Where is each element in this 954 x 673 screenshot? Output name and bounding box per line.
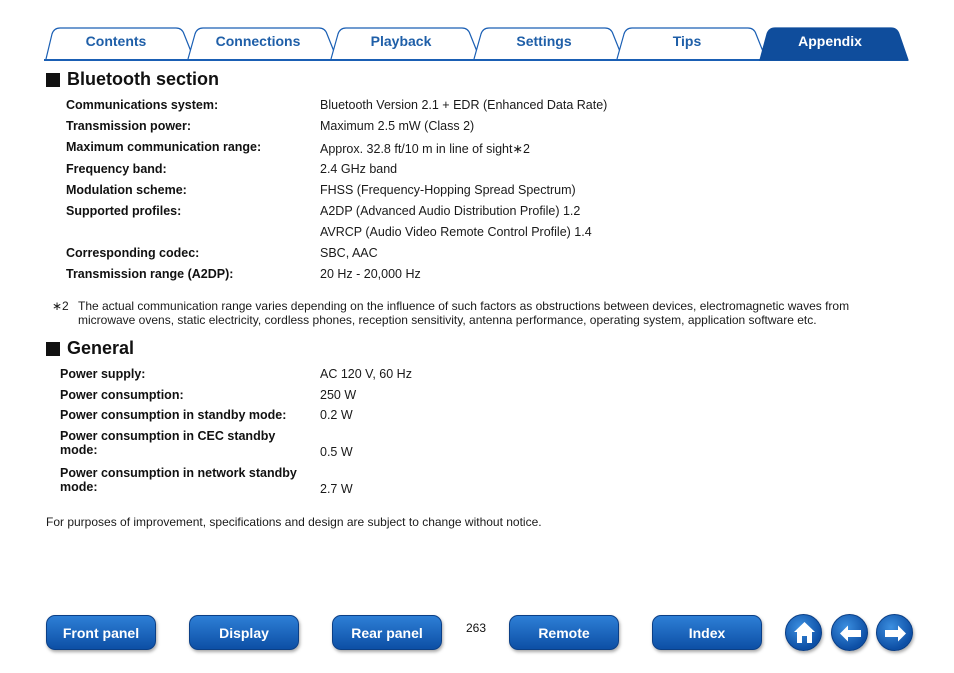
spec-value: A2DP (Advanced Audio Distribution Profile) 1.2 xyxy=(320,204,581,218)
spec-value: Bluetooth Version 2.1 + EDR (Enhanced Data Rate) xyxy=(320,98,608,112)
home-button[interactable] xyxy=(785,614,822,651)
general-section-heading xyxy=(46,338,134,359)
spec-label: Power consumption: xyxy=(60,388,184,402)
spec-label: Power consumption in network standby xyxy=(60,466,297,480)
spec-label-continued: mode: xyxy=(60,443,98,457)
heading-square-icon xyxy=(46,342,60,356)
home-icon xyxy=(786,615,823,652)
tab-settings[interactable]: Settings xyxy=(516,33,572,49)
spec-label: Power consumption in standby mode: xyxy=(60,408,287,422)
spec-value: 2.4 GHz band xyxy=(320,162,398,176)
back-arrow-icon xyxy=(832,615,869,652)
spec-label: Corresponding codec: xyxy=(66,246,200,260)
button-label: Index xyxy=(688,624,726,641)
button-label: Front panel xyxy=(62,624,140,641)
footnote-text-continued: microwave ovens, static electricity, cordless phones, reception sensitivity, antenna performance, operating system, application software etc. xyxy=(78,313,817,327)
spec-value: 2.7 W xyxy=(320,482,353,496)
forward-button[interactable] xyxy=(876,614,913,651)
spec-value: Approx. 32.8 ft/10 m in line of sight∗2 xyxy=(320,142,530,156)
footnote-text: The actual communication range varies depending on the influence of such factors as obstructions between devices, electromagnetic waves from xyxy=(78,299,850,313)
spec-value: 20 Hz - 20,000 Hz xyxy=(320,267,421,281)
rear-panel-button[interactable] xyxy=(332,615,442,650)
index-button[interactable] xyxy=(652,615,762,650)
display-button[interactable] xyxy=(189,615,299,650)
spec-value: 0.5 W xyxy=(320,445,353,459)
spec-value: 250 W xyxy=(320,388,357,402)
spec-label: Frequency band: xyxy=(66,162,167,176)
tab-bar xyxy=(0,0,954,64)
tab-shapes xyxy=(0,0,954,64)
button-label: Rear panel xyxy=(351,624,423,641)
tab-playback[interactable]: Playback xyxy=(370,33,432,49)
tab-contents[interactable]: Contents xyxy=(85,33,147,49)
forward-arrow-icon xyxy=(877,615,914,652)
button-label: Display xyxy=(219,624,269,641)
spec-value: FHSS (Frequency-Hopping Spread Spectrum) xyxy=(320,183,576,197)
spec-value: Maximum 2.5 mW (Class 2) xyxy=(320,119,475,133)
heading-square-icon xyxy=(46,73,60,87)
remote-button[interactable] xyxy=(509,615,619,650)
spec-label: Transmission power: xyxy=(66,119,192,133)
page-number: 263 xyxy=(466,621,487,635)
spec-label: Modulation scheme: xyxy=(66,183,187,197)
spec-label: Supported profiles: xyxy=(66,204,182,218)
spec-label: Transmission range (A2DP): xyxy=(66,267,234,281)
tab-tips[interactable]: Tips xyxy=(672,33,702,49)
spec-label-continued: mode: xyxy=(60,480,98,494)
spec-label: Maximum communication range: xyxy=(66,140,262,154)
tab-connections[interactable]: Connections xyxy=(215,33,301,49)
footnote-mark: ∗2 xyxy=(52,299,69,313)
back-button[interactable] xyxy=(831,614,868,651)
spec-label: Power consumption in CEC standby xyxy=(60,429,276,443)
button-label: Remote xyxy=(538,624,590,641)
spec-label: Power supply: xyxy=(60,367,146,381)
spec-value: SBC, AAC xyxy=(320,246,378,260)
front-panel-button[interactable] xyxy=(46,615,156,650)
general-section-title: General xyxy=(67,338,135,358)
bluetooth-section-heading xyxy=(46,69,219,90)
spec-label: Communications system: xyxy=(66,98,219,112)
spec-value: AC 120 V, 60 Hz xyxy=(320,367,412,381)
bluetooth-section-title: Bluetooth section xyxy=(67,69,219,89)
spec-value: AVRCP (Audio Video Remote Control Profile) 1.4 xyxy=(320,225,592,239)
improvement-notice: For purposes of improvement, specifications and design are subject to change without notice. xyxy=(46,515,542,529)
tab-appendix[interactable]: Appendix xyxy=(798,33,862,49)
spec-value: 0.2 W xyxy=(320,408,353,422)
